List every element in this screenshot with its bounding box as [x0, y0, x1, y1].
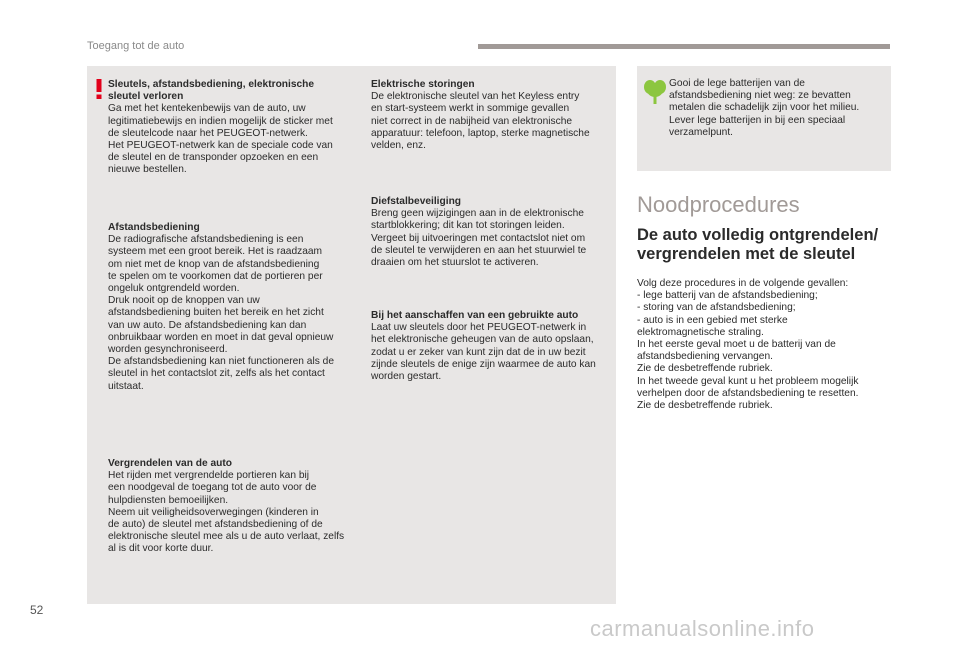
middle-column-2	[371, 196, 615, 269]
section-subtitle: De auto volledig ontgrendelen/ vergrendelen met de sleutel	[637, 226, 879, 263]
block-title: Elektrische storingen	[371, 79, 475, 90]
block-title: Diefstalbeveiliging	[371, 196, 462, 207]
middle-column-3	[371, 310, 615, 383]
header-bar	[478, 44, 890, 49]
leaf-eco-icon	[644, 78, 666, 104]
block-locking	[108, 458, 370, 556]
block-remote-control	[108, 222, 370, 393]
block-title: Bij het aanschaffen van een gebruikte auto	[371, 310, 579, 321]
block-used-car	[371, 310, 615, 383]
block-anti-theft	[371, 196, 615, 269]
watermark: carmanualsonline.info	[590, 616, 815, 641]
page-number: 52	[30, 603, 44, 617]
block-title: Afstandsbediening	[108, 222, 200, 233]
block-body: De elektronische sleutel van het Keyless entry en start-systeem werkt in sommige gevallen niet correct in de nabijheid van elektronische apparatuur: telefoon, laptop, sterke magnetische velden, enz.	[371, 91, 590, 152]
section-label: Toegang tot de auto	[87, 40, 185, 52]
left-column-2	[108, 222, 370, 393]
block-title: Vergrendelen van de auto	[108, 458, 232, 469]
block-electrical-faults	[371, 79, 615, 152]
block-body: Breng geen wijzigingen aan in de elektronische startblokkering; dit kan tot storingen leiden. Vergeet bij uitvoeringen met contactslot niet om de sleutel te verwijderen en aan het stuurwiel te draaien om het stuurslot te activeren.	[371, 208, 587, 269]
block-body: Het rijden met vergrendelde portieren kan bij een noodgeval de toegang tot de auto voor de hulpdiensten bemoeilijken. Neem uit veiligheidsoverwegingen (kinderen in de auto) de sleutel met afstandsbediening of de elektronische sleutel mee als u de auto verlaat, zelfs al is dit voor korte duur.	[108, 470, 345, 555]
left-column-3	[108, 458, 370, 556]
section-body: Volg deze procedures in de volgende gevallen: - lege batterij van de afstandsbediening; - storing van de afstandsbediening; - auto is in een gebied met sterke elektromagnetische straling. In het eerste geval moet u de batterij van de afstandsbediening vervangen. Zie de desbetreffende rubriek. In het tweede geval kunt u het probleem mogelijk verhelpen door de afstandsbediening te resetten. Zie de desbetreffende rubriek.	[637, 278, 859, 412]
block-body: Laat uw sleutels door het PEUGEOT-netwerk in het elektronische geheugen van de auto opslaan, zodat u er zeker van kunt zijn dat de in uw bezit zijnde sleutels de enige zijn waarmee de auto kan worden gestart.	[371, 322, 596, 383]
block-body: De radiografische afstandsbediening is een systeem met een groot bereik. Het is raadzaam om niet met de knop van de afstandsbediening te spelen om te voorkomen dat de portieren per ongeluk ontgrendeld worden. Druk nooit op de knoppen van uw afstandsbediening buiten het bereik en het zicht van uw auto. De afstandsbediening kan dan onbruikbaar worden en moet in dat geval opnieuw worden gesynchroniseerd. De afstandsbediening kan niet functioneren als de sleutel in het contactslot zit, zelfs als het contact uitstaat.	[108, 234, 334, 392]
section-title: Noodprocedures	[637, 192, 800, 217]
block-lost-keys	[108, 79, 370, 177]
eco-note-text: Gooi de lege batterijen van de afstandsbediening niet weg: ze bevatten metalen die schadelijk zijn voor het milieu. Lever lege batterijen in bij een speciaal verzamelpunt.	[669, 78, 860, 138]
middle-column-1	[371, 79, 615, 152]
left-column	[108, 79, 370, 177]
warning-exclamation-icon	[94, 79, 104, 99]
block-body: Ga met het kentekenbewijs van de auto, uw legitimatiebewijs en indien mogelijk de sticker met de sleutelcode naar het PEUGEOT-netwerk. Het PEUGEOT-netwerk kan de speciale code van de sleutel en de transponder opzoeken en een nieuwe bestellen.	[108, 103, 333, 176]
block-title: Sleutels, afstandsbediening, elektronische sleutel verloren	[108, 79, 315, 103]
